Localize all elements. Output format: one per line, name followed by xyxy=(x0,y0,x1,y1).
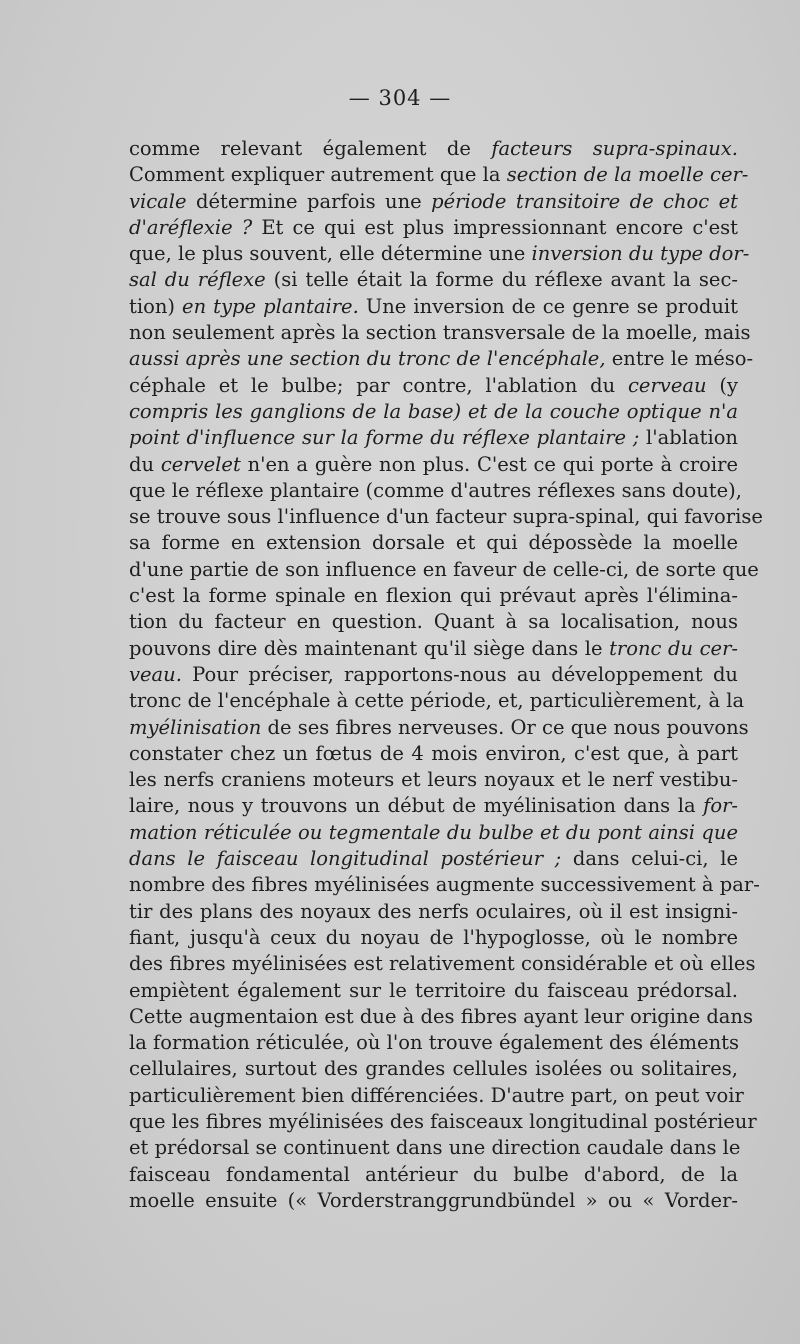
italic-text: vicale xyxy=(129,189,187,213)
italic-text: compris les ganglions de la base) et de la couche optique n'a xyxy=(129,399,738,423)
text-line xyxy=(129,583,738,609)
text-line xyxy=(129,136,738,162)
text: se trouve sous l'influence d'un facteur supra-spinal, qui favorise xyxy=(129,505,763,529)
text: Cette augmentaion est due à des fibres ayant leur origine dans xyxy=(129,1004,753,1028)
body-text xyxy=(129,136,763,1214)
text: tir des plans des noyaux des nerfs oculaires, où il est insigni- xyxy=(129,899,738,923)
text-line xyxy=(129,189,738,215)
text-line xyxy=(129,767,738,793)
text: d'une partie de son influence en faveur de celle-ci, de sorte que xyxy=(129,557,759,581)
text-line xyxy=(129,215,738,241)
text: moelle ensuite (« Vorderstranggrundbündel » ou « Vorder- xyxy=(129,1188,738,1212)
text-line xyxy=(129,530,738,556)
text: dans celui-ci, le xyxy=(561,847,738,871)
text: non seulement après la section transversale de la moelle, mais xyxy=(129,321,751,345)
italic-text: sal du réflexe xyxy=(129,268,266,292)
text: détermine parfois une xyxy=(186,189,432,213)
text: nombre des fibres myélinisées augmente successivement à par- xyxy=(129,873,760,897)
text-line xyxy=(129,1004,753,1030)
text-line xyxy=(129,636,738,662)
text: c'est la forme spinale en flexion qui prévaut après l'élimina- xyxy=(129,584,738,608)
text: et prédorsal se continuent dans une direction caudale dans le xyxy=(129,1136,741,1160)
italic-text: veau. xyxy=(129,662,182,686)
text: l'ablation xyxy=(639,426,738,450)
text-line xyxy=(129,978,738,1004)
text: que le réflexe plantaire (comme d'autres réflexes sans doute), xyxy=(129,478,742,502)
text: que, le plus souvent, elle détermine une xyxy=(129,242,532,266)
text: la formation réticulée, où l'on trouve également des éléments xyxy=(129,1031,739,1055)
text-line xyxy=(129,373,738,399)
text-line xyxy=(129,1188,738,1214)
text-line xyxy=(129,557,759,583)
text-line xyxy=(129,715,749,741)
text: empiètent également sur le territoire du faisceau prédorsal. xyxy=(129,978,738,1002)
text-line xyxy=(129,504,763,530)
text-line xyxy=(129,1030,738,1056)
text-line xyxy=(129,1083,744,1109)
text: Et ce qui est plus impressionnant encore c'est xyxy=(252,215,738,239)
text: céphale et le bulbe; par contre, l'ablation du xyxy=(129,373,629,397)
text-line xyxy=(129,1056,738,1082)
text-line xyxy=(129,1162,738,1188)
italic-text: période transitoire de choc et xyxy=(431,189,738,213)
text-line xyxy=(129,925,738,951)
text-line xyxy=(129,267,738,293)
text-line xyxy=(129,899,738,925)
text: sa forme en extension dorsale et qui dépossède la moelle xyxy=(129,531,738,555)
text-line xyxy=(129,741,738,767)
text-line xyxy=(129,425,738,451)
italic-text: inversion du type dor- xyxy=(531,242,750,266)
text: de ses fibres nerveuses. Or ce que nous pouvons xyxy=(261,715,749,739)
text-line xyxy=(129,241,750,267)
text-line xyxy=(129,820,738,846)
text-line xyxy=(129,662,738,688)
text: les nerfs craniens moteurs et leurs noyaux et le nerf vestibu- xyxy=(129,768,738,792)
text-line xyxy=(129,399,738,425)
text-line xyxy=(129,688,745,714)
italic-text: facteurs supra-spinaux. xyxy=(491,137,739,160)
italic-text: tronc du cer- xyxy=(609,636,738,660)
italic-text: en type plantaire. xyxy=(182,294,359,318)
text-line xyxy=(129,793,738,819)
text: tion du facteur en question. Quant à sa localisation, nous xyxy=(129,610,738,634)
italic-text: myélinisation xyxy=(129,715,262,739)
text: fiant, jusqu'à ceux du noyau de l'hypoglosse, où le nombre xyxy=(129,925,738,949)
text: comme relevant également de xyxy=(129,137,492,160)
text: Pour préciser, rapportons-nous au développement du xyxy=(181,662,738,686)
text: cellulaires, surtout des grandes cellules isolées ou solitaires, xyxy=(129,1057,738,1081)
text: tion) xyxy=(129,294,183,318)
text-line xyxy=(129,1109,757,1135)
text-line xyxy=(129,609,738,635)
italic-text: for- xyxy=(703,794,738,818)
italic-text: cerveau xyxy=(628,373,707,397)
text: que les fibres myélinisées des faisceaux longitudinal postérieur xyxy=(129,1109,757,1133)
italic-text: cervelet xyxy=(160,452,241,476)
italic-text: d'aréflexie ? xyxy=(129,215,253,239)
text: du xyxy=(129,452,161,476)
text-line xyxy=(129,320,751,346)
text-line xyxy=(129,346,754,372)
text-line xyxy=(129,1135,741,1161)
page-number: — 304 — xyxy=(348,86,452,110)
text: n'en a guère non plus. C'est ce qui porte à croire xyxy=(240,452,738,476)
text: tronc de l'encéphale à cette période, et, particulièrement, à la xyxy=(129,689,745,713)
text: des fibres myélinisées est relativement considérable et où elles xyxy=(129,952,756,976)
text: (si telle était la forme du réflexe avant la sec- xyxy=(265,268,738,292)
text-line xyxy=(129,872,760,898)
text: laire, nous y trouvons un début de myélinisation dans la xyxy=(129,794,704,818)
text: entre le méso- xyxy=(605,347,754,371)
text: particulièrement bien différenciées. D'autre part, on peut voir xyxy=(129,1083,744,1107)
text-line xyxy=(129,478,742,504)
text-line xyxy=(129,846,738,872)
text-line xyxy=(129,162,749,188)
text: faisceau fondamental antérieur du bulbe d'abord, de la xyxy=(129,1162,738,1186)
text: (y xyxy=(706,373,738,397)
text-line xyxy=(129,951,756,977)
italic-text: section de la moelle cer- xyxy=(506,163,749,187)
text-line xyxy=(129,294,738,320)
italic-text: aussi après une section du tronc de l'encéphale, xyxy=(129,347,606,371)
italic-text: point d'influence sur la forme du réflexe plantaire ; xyxy=(129,426,640,450)
text-line xyxy=(129,452,738,478)
italic-text: mation réticulée ou tegmentale du bulbe et du pont ainsi que xyxy=(129,820,738,844)
text: Une inversion de ce genre se produit xyxy=(358,294,738,318)
text: constater chez un fœtus de 4 mois environ, c'est que, à part xyxy=(129,741,738,765)
text: pouvons dire dès maintenant qu'il siège dans le xyxy=(129,636,610,660)
italic-text: dans le faisceau longitudinal postérieur ; xyxy=(129,847,562,871)
text: Comment expliquer autrement que la xyxy=(129,163,507,187)
